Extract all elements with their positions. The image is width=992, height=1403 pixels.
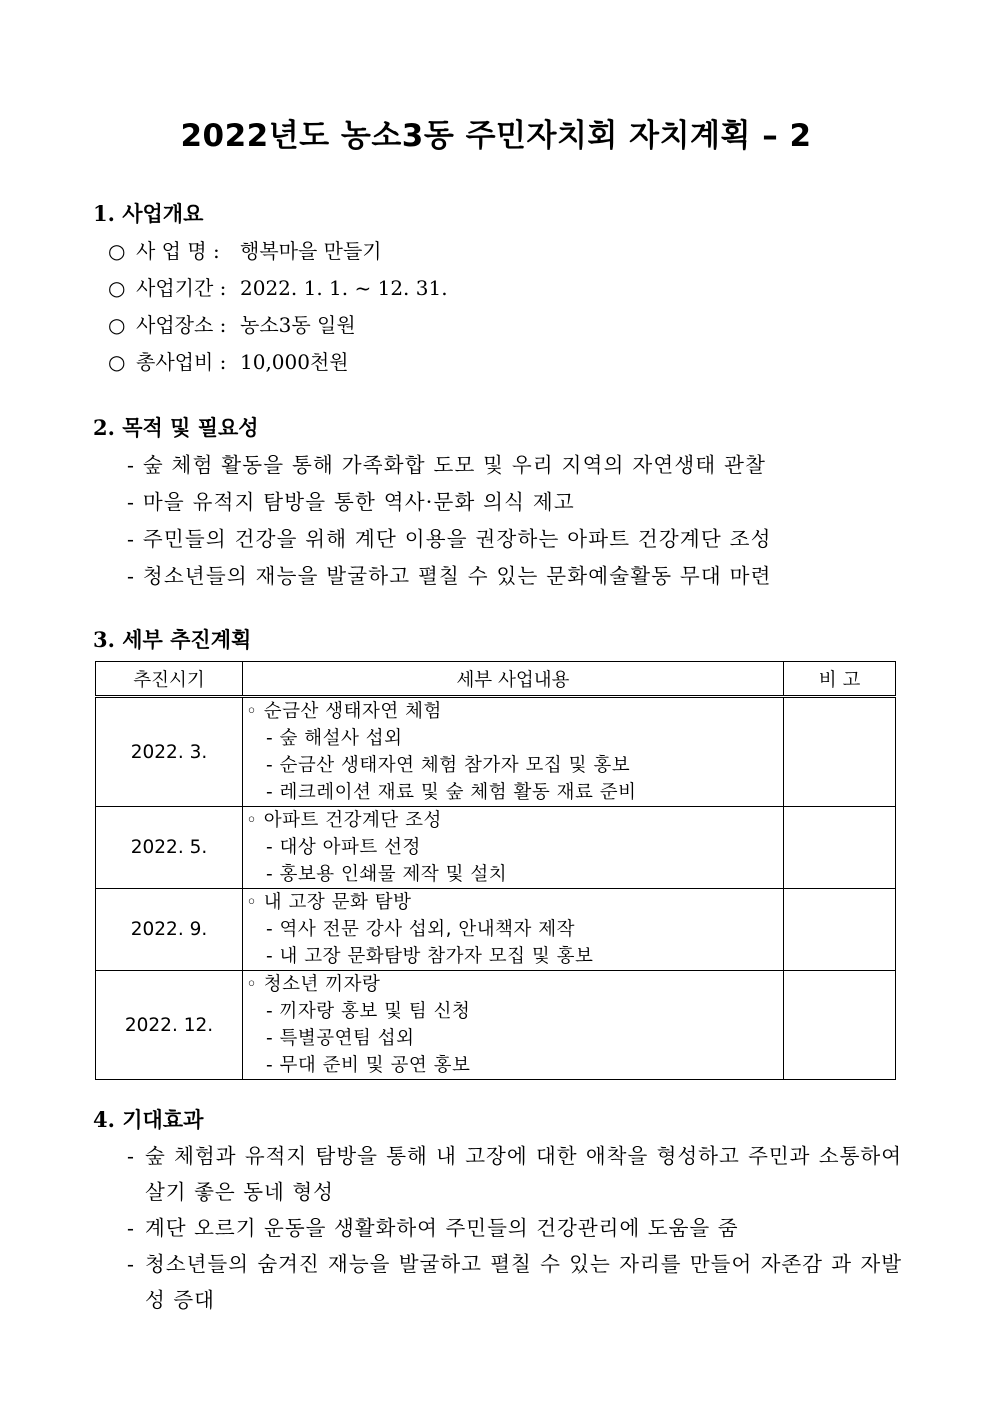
- effect-item: [127, 1246, 902, 1318]
- purpose-list: [127, 450, 772, 598]
- table-row: [96, 971, 896, 1080]
- detail-line: ◦ 내 고장 문화 탐방: [246, 892, 412, 913]
- purpose-item: - 주민들의 건강을 위해 계단 이용을 권장하는 아파트 건강계단 조성: [127, 527, 772, 551]
- effect-item: [127, 1138, 902, 1210]
- detail-line: - 레크레이션 재료 및 숲 체험 활동 재료 준비: [266, 782, 637, 803]
- overview-item: [108, 347, 448, 384]
- detail-line: - 특별공연팀 섭외: [266, 1028, 415, 1049]
- overview-label: 사업장소 :: [136, 313, 227, 337]
- overview-label: 사업기간 :: [136, 276, 227, 300]
- dash-bullet: -: [127, 1252, 134, 1276]
- detail-line: - 홍보용 인쇄물 제작 및 설치: [266, 864, 508, 885]
- effect-text: 계단 오르기 운동을 생활화하여 주민들의 건강관리에 도움을 줌: [145, 1216, 739, 1240]
- effect-item: [127, 1210, 902, 1246]
- detail-line: - 무대 준비 및 공연 홍보: [266, 1055, 471, 1076]
- dash-bullet: -: [127, 1216, 134, 1240]
- detail-line: ◦ 순금산 생태자연 체험: [246, 701, 442, 722]
- effect-text: 숲 체험과 유적지 탐방을 통해 내 고장에 대한 애착을 형성하고 주민과 소통하여 살기 좋은 동네 형성: [145, 1144, 902, 1204]
- section-heading-purpose: 2. 목적 및 필요성: [93, 415, 259, 440]
- overview-value: 행복마을 만들기: [240, 239, 382, 263]
- purpose-item: - 숲 체험 활동을 통해 가족화합 도모 및 우리 지역의 자연생태 관찰: [127, 453, 767, 477]
- cell-detail: [243, 889, 784, 971]
- overview-value: 2022. 1. 1. ~ 12. 31.: [240, 276, 448, 300]
- header-detail: 세부 사업내용: [243, 662, 784, 697]
- table-header-row: [96, 662, 896, 697]
- cell-period: 2022. 12.: [96, 971, 243, 1080]
- circle-bullet-icon: ○: [108, 313, 126, 337]
- cell-period: 2022. 3.: [96, 697, 243, 807]
- overview-item: [108, 310, 448, 347]
- cell-remark: [784, 807, 896, 889]
- dash-bullet: -: [127, 1144, 134, 1168]
- overview-label: 사 업 명 :: [136, 239, 220, 263]
- detail-line: - 순금산 생태자연 체험 참가자 모집 및 홍보: [266, 755, 631, 776]
- overview-label: 총사업비 :: [136, 350, 227, 374]
- table-row: [96, 889, 896, 971]
- effect-text: 청소년들의 숨겨진 재능을 발굴하고 펼칠 수 있는 자리를 만들어 자존감 과 자발성 증대: [145, 1252, 902, 1312]
- cell-remark: [784, 697, 896, 807]
- overview-item: [108, 236, 448, 273]
- circle-bullet-icon: ○: [108, 239, 126, 263]
- purpose-item: - 마을 유적지 탐방을 통한 역사·문화 의식 제고: [127, 490, 575, 514]
- detail-line: - 끼자랑 홍보 및 팀 신청: [266, 1001, 471, 1022]
- overview-value: 10,000천원: [240, 350, 349, 374]
- plan-table: [95, 661, 896, 1080]
- effects-list: [127, 1138, 902, 1318]
- cell-detail: [243, 697, 784, 807]
- table-row: [96, 697, 896, 807]
- circle-bullet-icon: ○: [108, 350, 126, 374]
- section-heading-effects: 4. 기대효과: [93, 1107, 204, 1132]
- document-title: 2022년도 농소3동 주민자치회 자치계획 – 2: [180, 118, 812, 154]
- detail-line: - 대상 아파트 선정: [266, 837, 421, 858]
- overview-item: [108, 273, 448, 310]
- purpose-item: - 청소년들의 재능을 발굴하고 펼칠 수 있는 문화예술활동 무대 마련: [127, 564, 772, 588]
- cell-detail: [243, 807, 784, 889]
- overview-value: 농소3동 일원: [240, 313, 356, 337]
- detail-line: - 숲 해설사 섭외: [266, 728, 403, 749]
- detail-line: ◦ 아파트 건강계단 조성: [246, 810, 442, 831]
- cell-remark: [784, 971, 896, 1080]
- header-period: 추진시기: [96, 662, 243, 697]
- cell-period: 2022. 9.: [96, 889, 243, 971]
- header-remark: 비 고: [784, 662, 896, 697]
- cell-remark: [784, 889, 896, 971]
- circle-bullet-icon: ○: [108, 276, 126, 300]
- section-heading-plan: 3. 세부 추진계획: [93, 627, 252, 652]
- cell-detail: [243, 971, 784, 1080]
- detail-line: - 내 고장 문화탐방 참가자 모집 및 홍보: [266, 946, 594, 967]
- detail-line: - 역사 전문 강사 섭외, 안내책자 제작: [266, 919, 576, 940]
- section-heading-overview: 1. 사업개요: [93, 201, 204, 226]
- table-row: [96, 807, 896, 889]
- overview-list: [108, 236, 448, 384]
- detail-line: ◦ 청소년 끼자랑: [246, 974, 381, 995]
- cell-period: 2022. 5.: [96, 807, 243, 889]
